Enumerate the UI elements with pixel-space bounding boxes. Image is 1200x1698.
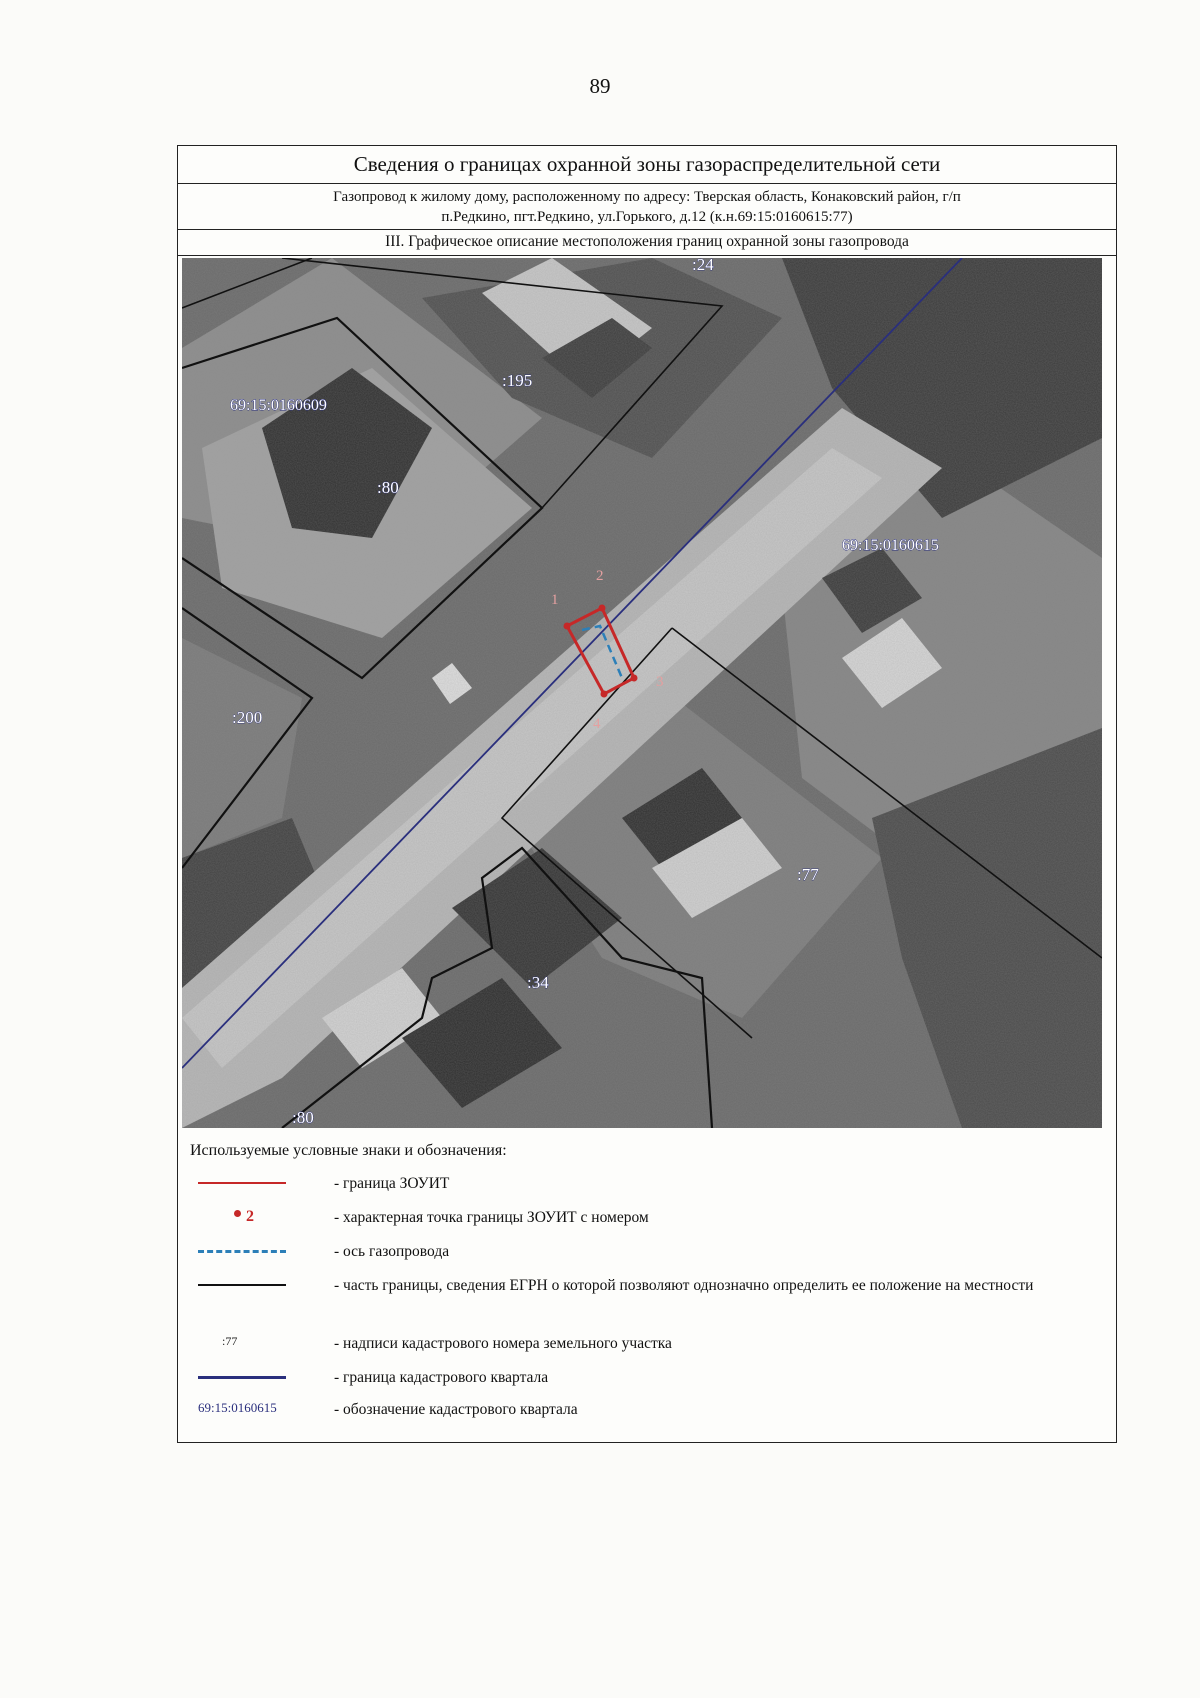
section-title: III. Графическое описание местоположения границ охранной зоны газопровода [178,230,1116,256]
blue-dashed-line-symbol [198,1250,286,1253]
aerial-map [182,258,1102,1128]
red-line-symbol [198,1182,286,1184]
parcel-label-80-south: :80 [292,1108,314,1127]
page-number: 89 [589,74,611,98]
sheet-subtitle [178,184,1116,230]
legend-item-text: - надписи кадастрового номера земельного участка [334,1335,672,1352]
legend-item-text: - граница кадастрового квартала [334,1369,549,1386]
zone-point-3-label: 3 [656,674,664,690]
zone-boundary-sheet [177,145,1117,1443]
legend-item-text: - часть границы, сведения ЕГРН о которой позволяют однозначно определить ее положение на местности [334,1277,1034,1294]
zone-point-2-label: 2 [596,568,604,584]
red-point-sample: 2 [246,1208,254,1225]
quarter-label-sample: 69:15:0160615 [198,1400,277,1415]
subtitle-line-1: Газопровод к жилому дому, расположенному по адресу: Тверская область, Конаковский район, г/п [333,189,961,205]
parcel-label-sample: :77 [222,1334,238,1348]
legend-item-text: - обозначение кадастрового квартала [334,1401,578,1418]
parcel-label-80-north: :80 [377,478,399,497]
legend-item-text: - граница ЗОУИТ [334,1175,450,1192]
black-line-symbol [198,1284,286,1286]
parcel-label-24: :24 [692,258,714,274]
parcel-label-195: :195 [502,371,533,390]
zone-point-1-label: 1 [551,592,559,608]
legend-item-text: - ось газопровода [334,1243,450,1260]
zone-point-3-marker [631,675,638,682]
quarter-label-0160609: 69:15:0160609 [230,397,327,414]
sheet-title: Сведения о границах охранной зоны газораспределительной сети [178,146,1116,184]
legend-item-text: - характерная точка границы ЗОУИТ с номером [334,1209,649,1226]
parcel-label-200: :200 [232,708,263,727]
parcel-label-34: :34 [527,973,549,992]
legend-heading: Используемые условные знаки и обозначения: [190,1142,507,1159]
zone-point-1-marker [564,623,571,630]
photo-grain [182,258,1102,1128]
quarter-label-0160615: 69:15:0160615 [842,537,939,554]
zone-point-4-marker [601,691,608,698]
zone-point-2-marker [599,605,606,612]
zone-point-4-label: 4 [593,716,601,732]
navy-line-symbol [198,1376,286,1379]
red-point-symbol [234,1210,241,1217]
map-canvas [182,258,1102,1128]
subtitle-line-2: п.Редкино, пгт.Редкино, ул.Горького, д.12 (к.н.69:15:0160615:77) [441,209,853,225]
parcel-label-77: :77 [797,865,819,884]
